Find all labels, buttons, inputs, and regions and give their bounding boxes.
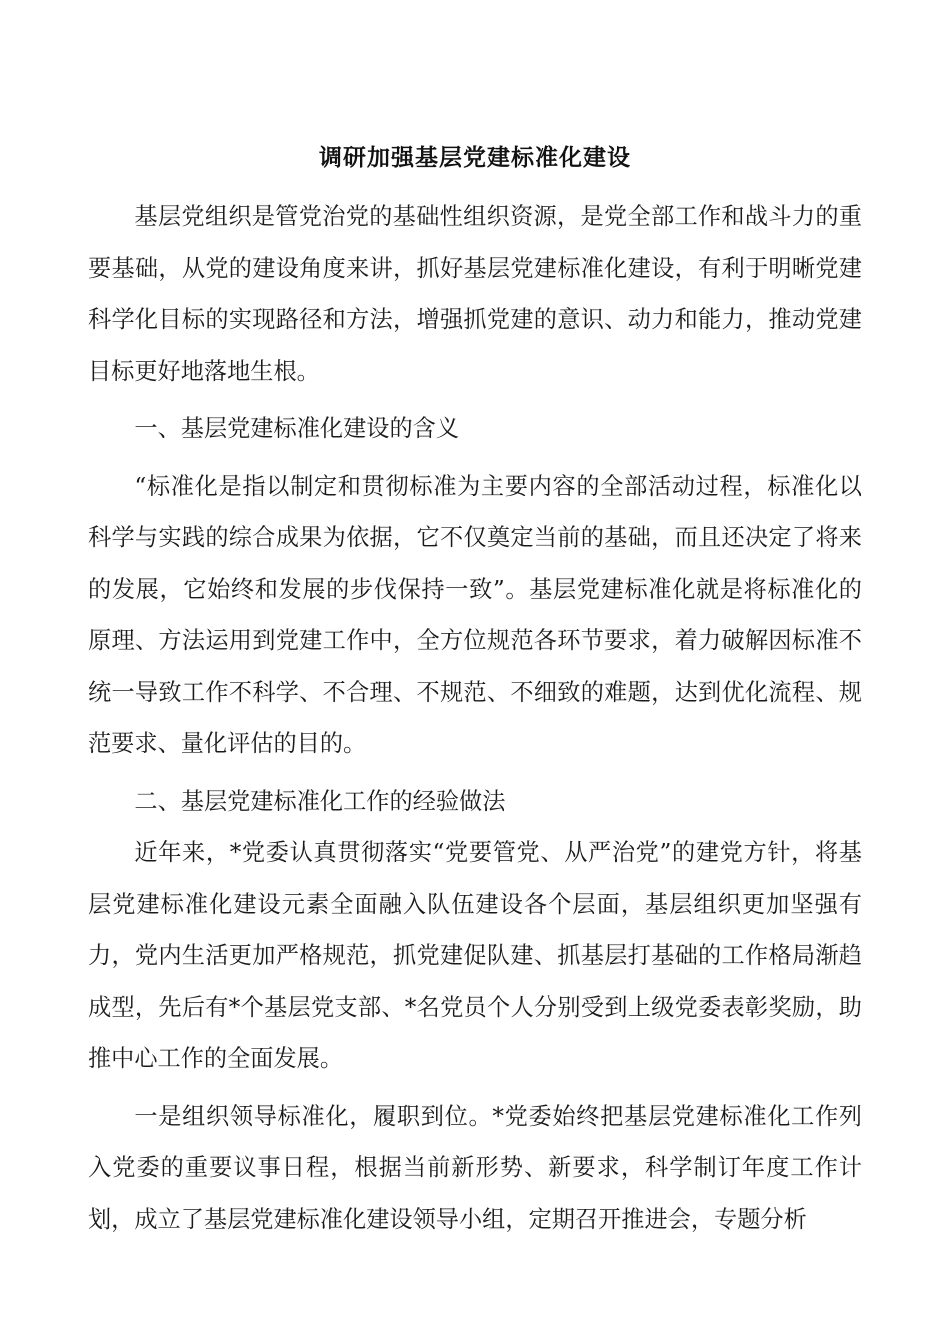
paragraph-definition: “标准化是指以制定和贯彻标准为主要内容的全部活动过程，标准化以科学与实践的综合成果为依据，它不仅奠定当前的基础，而且还决定了将来的发展，它始终和发展的步伐保持一致”。基层党建标准化就是将标准化的原理、方法运用到党建工作中，全方位规范各环节要求，着力破解因标准不统一导致工作不科学、不合理、不规范、不细致的难题，达到优化流程、规范要求、量化评估的目的。 — [88, 472, 862, 757]
section-heading-1: 一、基层党建标准化建设的含义 — [134, 415, 460, 442]
document-body — [88, 191, 862, 1245]
paragraph-intro: 基层党组织是管党治党的基础性组织资源，是党全部工作和战斗力的重要基础，从党的建设角度来讲，抓好基层党建标准化建设，有利于明晰党建科学化目标的实现路径和方法，增强抓党建的意识、动力和能力，推动党建目标更好地落地生根。 — [88, 203, 862, 385]
document-title: 调研加强基层党建标准化建设 — [319, 144, 631, 171]
section-heading-2: 二、基层党建标准化工作的经验做法 — [134, 787, 506, 815]
paragraph-practice: 近年来，*党委认真贯彻落实“党要管党、从严治党”的建党方针，将基层党建标准化建设元素全面融入队伍建设各个层面，基层组织更加坚强有力，党内生活更加严格规范，抓党建促队建、抓基层打基础的工作格局渐趋成型，先后有*个基层党支部、*名党员个人分别受到上级党委表彰奖励，助推中心工作的全面发展。 — [88, 839, 862, 1072]
paragraph-leadership: 一是组织领导标准化，履职到位。*党委始终把基层党建标准化工作列入党委的重要议事日程，根据当前新形势、新要求，科学制订年度工作计划，成立了基层党建标准化建设领导小组，定期召开推进会，专题分析 — [88, 1102, 862, 1233]
